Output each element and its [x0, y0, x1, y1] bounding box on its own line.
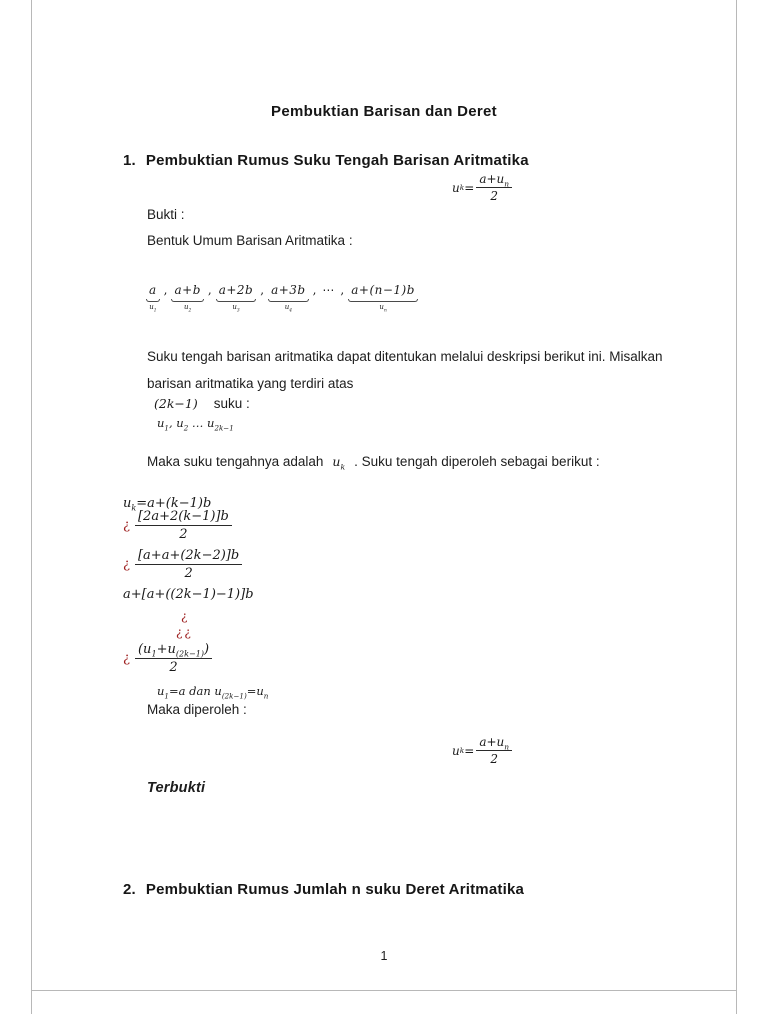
maka-text-after: . Suku tengah diperoleh sebagai berikut : — [354, 454, 600, 469]
page-number: 1 — [380, 949, 388, 963]
sequence-term-3 — [216, 283, 257, 314]
section-2-title: Pembuktian Rumus Jumlah n suku Deret Aritmatika — [145, 881, 525, 898]
sequence-term-1 — [146, 283, 160, 314]
suku-label: suku : — [213, 396, 250, 411]
math-2k-minus-1: (2k−1) — [154, 396, 198, 411]
paragraph-maka-suku — [147, 448, 619, 475]
term-label: $u_1$ — [149, 303, 157, 314]
term-expression: a+b — [174, 283, 201, 297]
underbrace-icon — [216, 299, 257, 302]
document-title: Pembuktian Barisan dan Deret — [271, 103, 497, 120]
math-u-sequence: $u_1$, $u_2$ … $u_{2k-1}$ — [157, 416, 234, 433]
page-edge-right — [736, 0, 737, 1014]
term-expression: a+(n−1)b — [351, 283, 415, 297]
sequence-term-2 — [171, 283, 203, 314]
derivation-line-4: a+[a+((2k−1)−1)]b — [123, 587, 254, 602]
derivation-line-3 — [123, 548, 244, 581]
term-expression: a — [149, 283, 157, 297]
derivation-line-2 — [123, 509, 234, 542]
comma-separator: , — [312, 283, 317, 297]
derivation-line-3-math: $\frac{[a+a+(2k-2)]b}{2}$ — [133, 548, 244, 581]
term-expression: a+2b — [218, 283, 254, 297]
derivation-line-5-math: $\frac{(u_1+u_{(2k-1)})}{2}$ — [133, 642, 214, 675]
underbrace-icon — [268, 299, 309, 302]
maka-text-before: Maka suku tengahnya adalah — [147, 454, 324, 469]
derivation-line-2-math: $\frac{[2a+2(k-1)]b}{2}$ — [133, 509, 234, 542]
derivation-line-6: $u_1=a$ dan $u_{(2k-1)}=u_n$ — [157, 684, 269, 701]
term-label: $u_2$ — [184, 303, 192, 314]
section-1-heading — [123, 152, 529, 169]
section-1-number: 1. — [123, 152, 136, 169]
comma-separator: , — [260, 283, 265, 297]
line-banyak-suku — [154, 396, 250, 411]
term-label: $u_4$ — [284, 303, 292, 314]
term-label: $u_n$ — [379, 303, 387, 314]
broken-formula-mark: ¿ — [123, 651, 130, 666]
sequence-term-4 — [268, 283, 309, 314]
barisan-umum-formula — [146, 283, 418, 314]
comma-separator: , — [163, 283, 168, 297]
derivation-line-5 — [123, 642, 214, 675]
bentuk-umum-label: Bentuk Umum Barisan Aritmatika : — [147, 233, 353, 248]
comma-separator: , — [340, 283, 345, 297]
underbrace-icon — [348, 299, 418, 302]
term-expression: a+3b — [271, 283, 306, 297]
underbrace-icon — [146, 299, 160, 302]
bukti-label: Bukti : — [147, 207, 185, 222]
formula-suku-tengah-top: u k = $\frac{a+u_n}{2}$ — [452, 172, 514, 203]
section-1-title: Pembuktian Rumus Suku Tengah Barisan Aritmatika — [145, 152, 529, 169]
broken-formula-mark: ¿ — [123, 557, 130, 572]
section-2-number: 2. — [123, 881, 136, 898]
underbrace-icon — [171, 299, 203, 302]
page-edge-bottom — [31, 990, 737, 991]
formula-suku-tengah-bottom: u k = $\frac{a+u_n}{2}$ — [452, 735, 514, 766]
terbukti-label: Terbukti — [147, 780, 206, 796]
sequence-term-n — [348, 283, 418, 314]
inline-math-uk: $u_k$ — [332, 454, 346, 472]
term-label: $u_3$ — [232, 303, 240, 314]
maka-diperoleh-label: Maka diperoleh : — [147, 702, 247, 717]
broken-formula-mark-single: ¿ — [181, 609, 188, 623]
paragraph-deskripsi: Suku tengah barisan aritmatika dapat ditentukan melalui deskripsi berikut ini. Misalkan barisan aritmatika yang terdiri atas — [147, 349, 663, 391]
derivation-line-1: $u_k=a+(k-1)b$ — [123, 496, 212, 513]
comma-separator: , — [207, 283, 212, 297]
broken-formula-mark: ¿ — [123, 518, 130, 533]
ellipsis: ⋯ — [322, 283, 335, 297]
section-2-heading — [123, 881, 524, 898]
broken-formula-mark-double: ¿¿ — [176, 625, 193, 639]
page-edge-left — [31, 0, 32, 1014]
